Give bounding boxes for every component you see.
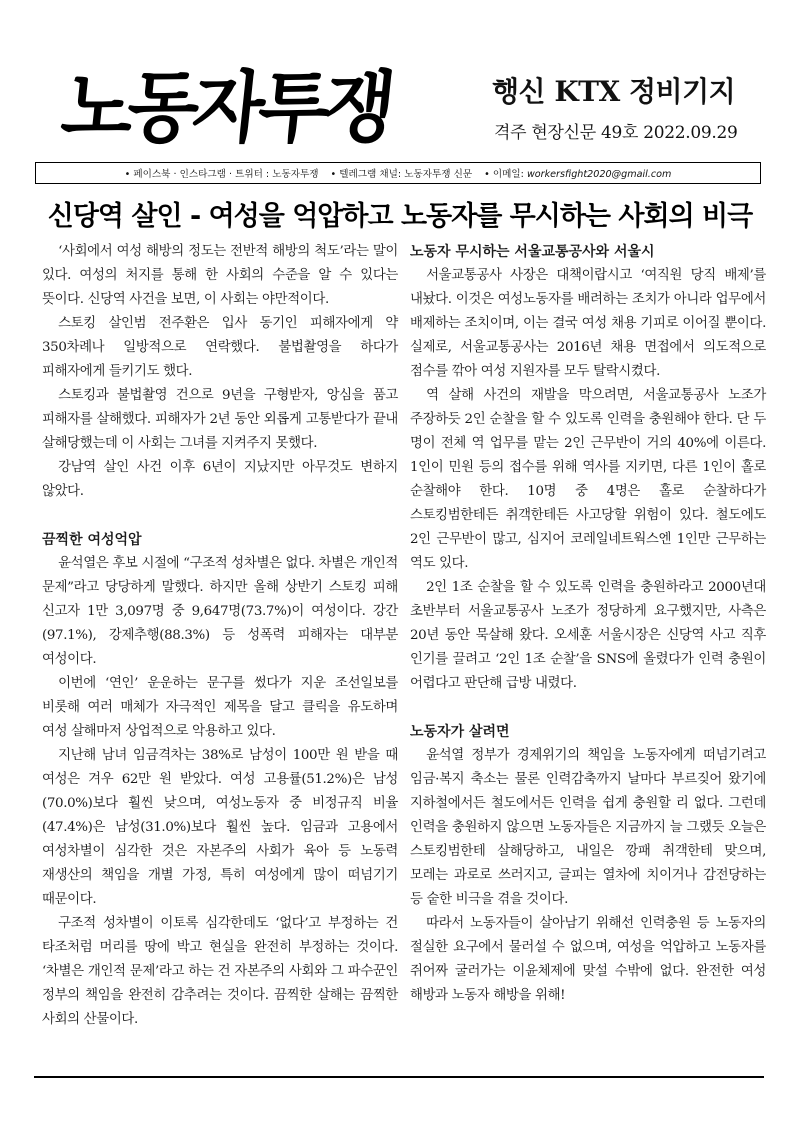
- social-media-info: • 페이스북 · 인스타그램 · 트위터 : 노동자투쟁: [124, 169, 319, 180]
- newspaper-title: 노동자투쟁: [57, 62, 395, 154]
- email-label: • 이메일:: [484, 169, 524, 180]
- issue-info: 격주 현장신문 49호 2022.09.29: [494, 123, 738, 143]
- paragraph: 구조적 성차별이 이토록 심각한데도 ‘없다’고 부정하는 건 타조처럼 머리를 땅에 박고 현실을 완전히 부정하는 것이다. ‘차별은 개인적 문제’라고 하는 건 자본주의 사회와 그 파수꾼인 정부의 책임을 완전히 감추려는 것이다. 끔찍한 살해는 끔찍한 사회의 산물이다.: [42, 916, 398, 1027]
- paragraph: 스토킹 살인범 전주환은 입사 동기인 피해자에게 약 350차례나 일방적으로 연락했다. 불법촬영을 하다가 피해자에게 들키기도 했다.: [42, 316, 398, 379]
- paragraph: 역 살해 사건의 재발을 막으려면, 서울교통공사 노조가 주장하듯 2인 순찰을 할 수 있도록 인력을 충원해야 한다. 단 두 명이 전체 역 업무를 맡는 2인 근무반이 거의 40%에 이른다. 1인이 민원 등의 접수를 위해 역사를 지키면, 다른 1인이 홀로 순찰해야 한다. 10명 중 4명은 홀로 순찰하다가 스토킹범한테든 취객한테든 사고당할 위험이 있다. 철도에도 2인 근무반이 많고, 심지어 코레일네트웍스엔 1인만 근무하는 역도 있다.: [410, 388, 766, 571]
- article-headline: 신당역 살인 - 여성을 억압하고 노동자를 무시하는 사회의 비극: [47, 201, 753, 232]
- telegram-info: • 텔레그램 채널: 노동자투쟁 신문: [330, 169, 473, 180]
- email-info: [484, 166, 671, 180]
- paragraph: 강남역 살인 사건 이후 6년이 지났지만 아무것도 변하지 않았다.: [42, 460, 398, 499]
- masthead-logo: [57, 58, 422, 168]
- section-heading: 노동자가 살려면: [410, 724, 510, 740]
- paragraph: 윤석열 정부가 경제위기의 책임을 노동자에게 떠넘기려고 임금·복지 축소는 물론 인력감축까지 날마다 부르짖어 왔기에 지하철에서든 철도에서든 인력을 쉽게 충원할 리 없다. 그런데 인력을 충원하지 않으면 노동자들은 지금까지 늘 그랬듯 오늘은 스토킹범한테 살해당하고, 내일은 깡패 취객한테 맞으며, 모레는 과로로 쓰러지고, 글피는 열차에 치이거나 감전당하는 등 숱한 비극을 겪을 것이다.: [410, 748, 766, 907]
- paragraph: 따라서 노동자들이 살아남기 위해선 인력충원 등 노동자의 절실한 요구에서 물러설 수 없으며, 여성을 억압하고 노동자를 쥐어짜 굴러가는 이윤체제에 맞설 수밖에 없다. 완전한 여성 해방과 노동자 해방을 위해!: [410, 916, 766, 1003]
- paragraph: 서울교통공사 사장은 대책이랍시고 ‘여직원 당직 배제’를 내놨다. 이것은 여성노동자를 배려하는 조치가 아니라 업무에서 배제하는 조치이며, 이는 결국 여성 채용 기피로 이어질 뿐이다. 실제로, 서울교통공사는 2016년 채용 면접에서 의도적으로 점수를 깎아 여성 지원자를 모두 탈락시켰다.: [410, 268, 766, 379]
- paragraph: 이번에 ‘연인’ 운운하는 문구를 썼다가 지운 조선일보를 비롯해 여러 매체가 자극적인 제목을 달고 클릭을 유도하며 여성 살해마저 상업적으로 악용하고 있다.: [42, 676, 398, 739]
- contact-bar: [35, 162, 761, 184]
- paragraph: ‘사회에서 여성 해방의 정도는 전반적 해방의 척도’라는 말이 있다. 여성의 처지를 통해 한 사회의 수준을 알 수 있다는 뜻이다. 신당역 사건을 보면, 이 사회는 야만적이다.: [42, 244, 398, 307]
- issue-location-title: 행신 KTX 정비기지: [492, 75, 736, 108]
- paragraph: 2인 1조 순찰을 할 수 있도록 인력을 충원하라고 2000년대 초반부터 서울교통공사 노조가 정당하게 요구했지만, 사측은 20년 동안 묵살해 왔다. 오세훈 서울시장은 신당역 사고 직후 인기를 끌려고 ‘2인 1조 순찰’을 SNS에 올렸다가 인력 충원이 어렵다고 판단해 급방 내렸다.: [410, 580, 766, 691]
- section-heading: 끔찍한 여성억압: [42, 532, 142, 548]
- paragraph: 스토킹과 불법촬영 건으로 9년을 구형받자, 앙심을 품고 피해자를 살해했다. 피해자가 2년 동안 외롭게 고통받다가 끝내 살해당했는데 이 사회는 그녀를 지켜주지 못했다.: [42, 388, 398, 451]
- paragraph: 윤석열은 후보 시절에 “구조적 성차별은 없다. 차별은 개인적 문제”라고 당당하게 말했다. 하지만 올해 상반기 스토킹 피해 신고자 1만 3,097명 중 9,647명(73.7%)이 여성이다. 강간(97.1%), 강제추행(88.3%) 등 성폭력 피해자는 대부분 여성이다.: [42, 556, 398, 667]
- paragraph: 지난해 남녀 임금격차는 38%로 남성이 100만 원 받을 때 여성은 겨우 62만 원 받았다. 여성 고용률(51.2%)은 남성(70.0%)보다 훨씬 낮으며, 여성노동자 중 비정규직 비율(47.4%)은 남성(31.0%)보다 훨씬 높다. 임금과 고용에서 여성차별이 심각한 것은 자본주의 사회가 육아 등 노동력 재생산의 책임을 개별 가정, 특히 여성에게 많이 떠넘기기 때문이다.: [42, 748, 398, 907]
- section-heading: 노동자 무시하는 서울교통공사와 서울시: [410, 244, 655, 260]
- email-address[interactable]: workersfight2020@gmail.com: [526, 169, 672, 180]
- left-column: [42, 240, 398, 1032]
- bottom-divider: [34, 1076, 764, 1078]
- right-column: [410, 240, 766, 1008]
